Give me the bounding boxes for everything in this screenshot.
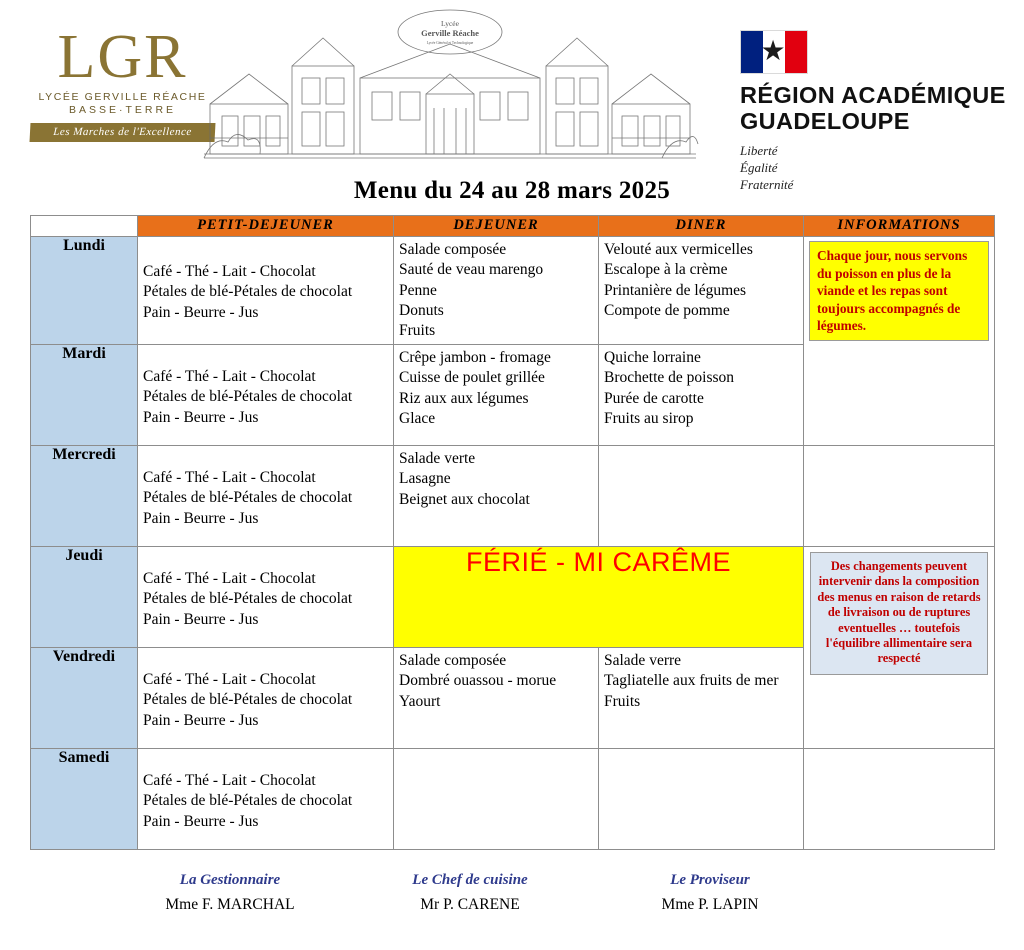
school-logo [30, 23, 215, 142]
signature-name: Mme P. LAPIN [661, 896, 759, 913]
signature-chef-de-cuisine [350, 872, 590, 914]
menu-item: Café - Thé - Lait - Chocolat [143, 469, 316, 486]
menu-item: Salade composée [399, 652, 507, 669]
menu-item: Escalope à la crème [604, 261, 728, 279]
holiday-banner-label: FÉRIÉ - MI CARÊME [465, 547, 731, 577]
menu-item: Café - Thé - Lait - Chocolat [143, 570, 316, 587]
motto-egalite: Égalité [740, 159, 778, 175]
menu-item: Pain - Beurre - Jus [143, 812, 259, 830]
menu-item: Compote de pomme [604, 301, 730, 319]
republic-motto [740, 142, 1015, 193]
menu-item: Glace [399, 409, 436, 427]
menu-item: Lasagne [399, 470, 451, 488]
table-row [31, 446, 995, 547]
marianne-icon: ★ [760, 36, 786, 67]
menu-item: Printanière de légumes [604, 281, 747, 299]
school-logo-name: LYCÉE GERVILLE RÉACHE [38, 90, 207, 103]
sketch-caption-line1: Lycée [441, 19, 459, 28]
school-logo-slogan: Les Marches de l'Excellence [30, 123, 216, 142]
sketch-caption-line2: Gerville Réache [421, 28, 479, 38]
menu-item: Pain - Beurre - Jus [143, 303, 259, 321]
school-logo-city: BASSE·TERRE [68, 103, 177, 116]
cell-informations-bottom [804, 547, 995, 749]
cell-petit-dejeuner-jeudi [138, 547, 394, 648]
menu-item: Café - Thé - Lait - Chocolat [143, 671, 316, 688]
column-header-petit-dejeuner: PETIT-DEJEUNER [138, 216, 394, 237]
menu-item: Pain - Beurre - Jus [143, 509, 259, 527]
cell-informations-samedi [804, 749, 995, 850]
menu-item: Fruits au sirop [604, 409, 694, 427]
menu-item: Tagliatelle aux fruits de mer [604, 672, 779, 690]
menu-item: Brochette de poisson [604, 369, 735, 387]
column-header-blank [31, 216, 138, 237]
menu-item: Penne [399, 281, 437, 299]
menu-item: Sauté de veau marengo [399, 261, 544, 279]
menu-item: Pétales de blé-Pétales de chocolat [143, 283, 353, 301]
menu-table-wrapper [30, 215, 994, 850]
menu-item: Pétales de blé-Pétales de chocolat [143, 792, 353, 810]
cell-dejeuner-lundi [394, 237, 599, 345]
menu-item: Pétales de blé-Pétales de chocolat [143, 590, 353, 608]
holiday-banner [394, 547, 804, 648]
cell-diner-samedi [599, 749, 804, 850]
school-logo-initials: LGR [57, 23, 188, 91]
motto-fraternite: Fraternité [740, 176, 794, 192]
menu-item: Pain - Beurre - Jus [143, 711, 259, 729]
table-row [31, 749, 995, 850]
menu-item: Pétales de blé-Pétales de chocolat [143, 691, 353, 709]
motto-liberte: Liberté [740, 142, 778, 158]
signature-role: Le Chef de cuisine [412, 872, 528, 888]
menu-item: Dombré ouassou - morue [399, 672, 557, 690]
menu-item: Riz aux aux légumes [399, 389, 529, 407]
table-row [31, 547, 995, 648]
french-flag-icon [740, 30, 808, 74]
signature-proviseur [590, 872, 830, 914]
menu-item: Donuts [399, 301, 444, 319]
cell-diner-vendredi [599, 648, 804, 749]
cell-dejeuner-mardi [394, 345, 599, 446]
day-label-vendredi: Vendredi [31, 648, 138, 749]
day-label-lundi: Lundi [31, 237, 138, 345]
table-header-row [31, 216, 995, 237]
menu-item: Pétales de blé-Pétales de chocolat [143, 388, 353, 406]
cell-diner-lundi [599, 237, 804, 345]
cell-dejeuner-samedi [394, 749, 599, 850]
menu-item: Purée de carotte [604, 389, 704, 407]
cell-petit-dejeuner-mercredi [138, 446, 394, 547]
menu-item: Salade verte [399, 450, 476, 467]
menu-item: Fruits [604, 692, 641, 710]
menu-item: Salade composée [399, 241, 507, 258]
menu-item: Café - Thé - Lait - Chocolat [143, 368, 316, 385]
table-row [31, 237, 995, 345]
school-building-sketch [200, 8, 700, 168]
region-academique-logo [740, 30, 1015, 193]
column-header-informations: INFORMATIONS [804, 216, 995, 237]
menu-item: Yaourt [399, 692, 441, 710]
day-label-mardi: Mardi [31, 345, 138, 446]
cell-petit-dejeuner-lundi [138, 237, 394, 345]
cell-petit-dejeuner-samedi [138, 749, 394, 850]
column-header-diner: DINER [599, 216, 804, 237]
menu-item: Salade verre [604, 652, 682, 669]
info-note-blue: Des changements peuvent intervenir dans la composition des menus en raison de retards de livraison ou de ruptures eventuelles … toutefois l'équilibre allimentaire sera respecté [810, 552, 988, 675]
cell-informations-top [804, 237, 995, 446]
day-label-samedi: Samedi [31, 749, 138, 850]
menu-item: Cuisse de poulet grillée [399, 369, 545, 387]
menu-item: Café - Thé - Lait - Chocolat [143, 772, 316, 789]
info-note-yellow: Chaque jour, nous servons du poisson en plus de la viande et les repas sont toujours accompagnés de légumes. [809, 241, 989, 341]
cell-informations-mercredi [804, 446, 995, 547]
menu-item: Velouté aux vermicelles [604, 241, 753, 258]
page-title: Menu du 24 au 28 mars 2025 [353, 177, 671, 204]
day-label-mercredi: Mercredi [31, 446, 138, 547]
menu-item: Pétales de blé-Pétales de chocolat [143, 489, 353, 507]
signature-role: La Gestionnaire [179, 872, 281, 888]
signature-role: Le Proviseur [670, 872, 750, 888]
signature-name: Mr P. CARENE [420, 896, 520, 913]
cell-dejeuner-mercredi [394, 446, 599, 547]
menu-item: Quiche lorraine [604, 349, 701, 366]
region-title-line2: GUADELOUPE [740, 108, 910, 135]
menu-item: Crêpe jambon - fromage [399, 349, 551, 366]
sketch-caption-line3: Lycée Général et Technologique [426, 41, 474, 45]
signature-row [0, 872, 1024, 914]
cell-petit-dejeuner-vendredi [138, 648, 394, 749]
cell-diner-mercredi [599, 446, 804, 547]
menu-table [30, 215, 995, 850]
menu-item: Pain - Beurre - Jus [143, 408, 259, 426]
menu-item: Pain - Beurre - Jus [143, 610, 259, 628]
menu-item: Café - Thé - Lait - Chocolat [143, 263, 316, 280]
menu-item: Beignet aux chocolat [399, 490, 530, 508]
column-header-dejeuner: DEJEUNER [394, 216, 599, 237]
region-title-line1: RÉGION ACADÉMIQUE [740, 82, 1006, 108]
cell-diner-mardi [599, 345, 804, 446]
cell-petit-dejeuner-mardi [138, 345, 394, 446]
cell-dejeuner-vendredi [394, 648, 599, 749]
signature-gestionnaire [110, 872, 350, 914]
signature-name: Mme F. MARCHAL [165, 896, 295, 913]
menu-item: Fruits [399, 322, 436, 340]
day-label-jeudi: Jeudi [31, 547, 138, 648]
